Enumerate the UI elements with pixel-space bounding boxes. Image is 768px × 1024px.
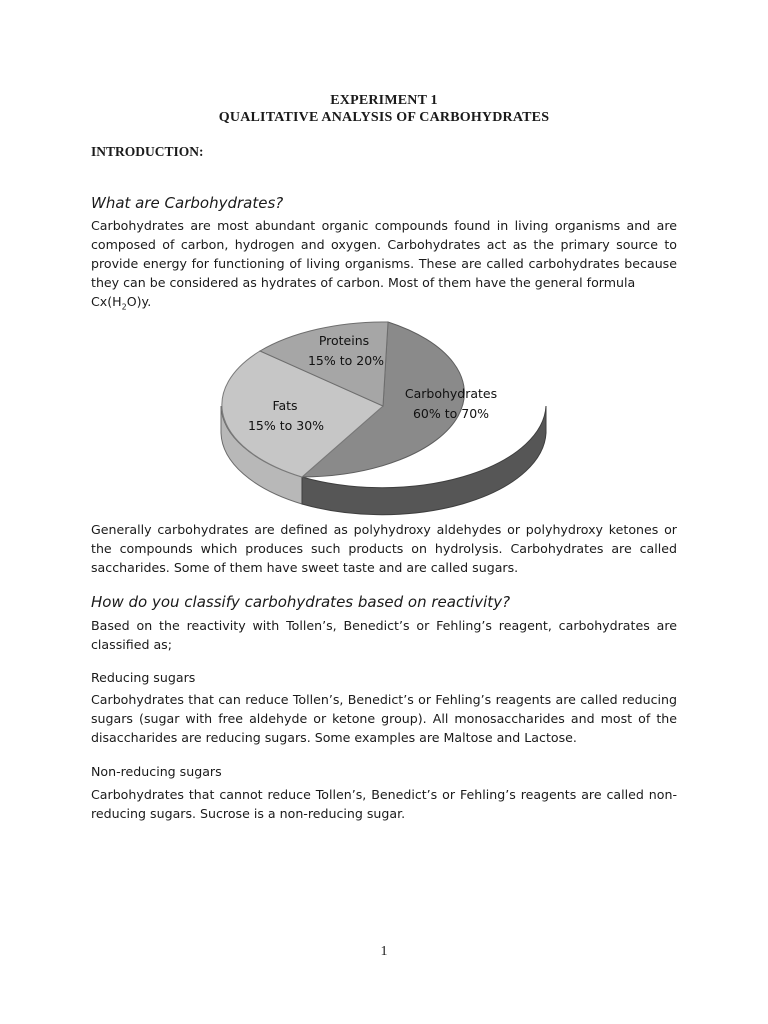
slice-value-fats: 15% to 30% (247, 418, 325, 433)
paragraph-text: Carbohydrates are most abundant organic compounds found in living organisms and are composed of carbon, hydrogen and oxygen. Carbohydrates act as the primary source to provide energy for functioning of living organisms. These are called carbohydrates because they can be considered as hydrates of carbon. Most of them have the general formula (91, 218, 677, 290)
slice-value-carbohydrates: 60% to 70% (412, 406, 490, 421)
slice-label-proteins: Proteins (318, 333, 370, 348)
introduction-label: INTRODUCTION: (91, 144, 204, 159)
pie-chart-svg (218, 318, 552, 518)
subheading-reducing-sugars: Reducing sugars (91, 670, 196, 685)
paragraph-carbohydrates-definition (91, 216, 677, 311)
paragraph-reducing-sugars: Carbohydrates that can reduce Tollen’s, Benedict’s or Fehling’s reagents are called reducing sugars (sugar with free aldehyde or ketone group). All monosaccharides and most of the disaccharides are reducing sugars. Some examples are Maltose and Lactose. (91, 692, 677, 745)
experiment-number: EXPERIMENT 1 (330, 93, 438, 108)
experiment-title: QUALITATIVE ANALYSIS OF CARBOHYDRATES (218, 110, 550, 125)
page-number: 1 (380, 944, 388, 959)
slice-value-proteins: 15% to 20% (307, 353, 385, 368)
paragraph-non-reducing-sugars: Carbohydrates that cannot reduce Tollen’s, Benedict’s or Fehling’s reagents are called non-reducing sugars. Sucrose is a non-reducing sugar. (91, 787, 677, 821)
paragraph-reactivity: Based on the reactivity with Tollen’s, Benedict’s or Fehling’s reagent, carbohydrates are classified as; (91, 618, 677, 652)
subheading-non-reducing-sugars: Non-reducing sugars (91, 764, 222, 779)
section-heading-what-are-carbohydrates: What are Carbohydrates? (91, 194, 284, 212)
general-formula: $Cx(H_2O)y$. (91, 294, 152, 312)
slice-label-carbohydrates: Carbohydrates (404, 386, 498, 401)
composition-pie-chart (218, 318, 552, 518)
section-heading-classification: How do you classify carbohydrates based on reactivity? (91, 593, 511, 611)
slice-label-fats: Fats (272, 398, 298, 413)
paragraph-polyhydroxy-definition: Generally carbohydrates are defined as polyhydroxy aldehydes or polyhydroxy ketones or the compounds which produces such products on hydrolysis. Carbohydrates are called saccharides. Some of them have sweet taste and are called sugars. (91, 522, 677, 575)
